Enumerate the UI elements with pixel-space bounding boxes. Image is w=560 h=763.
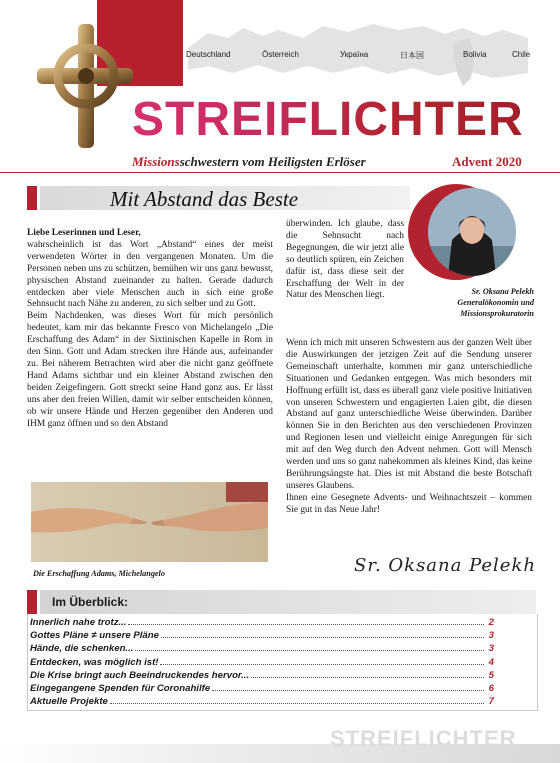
subtitle-bold: Missions — [132, 154, 180, 169]
paragraph-5: Ihnen eine Gesegnete Advents- und Weihnachtszeit – kommen Sie gut in das Neue Jahr! — [286, 492, 532, 515]
heading-red-marker — [27, 186, 37, 210]
fresco-caption: Die Erschaffung Adams, Michelangelo — [33, 569, 165, 578]
country-bo: Bolivia — [463, 50, 487, 59]
toc-leader — [212, 690, 484, 691]
fresco-image-icon — [31, 482, 268, 562]
country-at: Österreich — [262, 50, 299, 59]
country-ua: Україна — [340, 50, 369, 59]
portrait-photo — [428, 188, 516, 276]
toc-leader — [110, 703, 484, 704]
overview-red-marker — [27, 590, 37, 614]
toc-leader — [135, 650, 484, 651]
paragraph-2: Beim Nachdenken, was dieses Wort für mich persönlich bedeutet, kam mir das bekannte Fresco von Michelangelo „Die Erschaffung des Adam“ in der Sixtinischen Kapelle in Rom in den Sinn. Gott und Adam strecken ihre Hände aus, aufeinander zu. Bei näherem Betrachten wird aber die nicht ganz geöffnete Hand Adams sichtbar und ein kleiner Abstand zwischen den beiden Zeigefingern. Gott streckt seine Hand ganz aus. Er lässt uns aber den freien Willen, damit wir selber entscheiden können, ob wir unsere Hände und Herzen gegenüber den Anderen und IHM ganz öffnen und so den Abstand — [27, 311, 273, 429]
toc-item[interactable] — [30, 630, 494, 643]
article-column-2-top — [286, 219, 404, 302]
portrait-caption-line-3: Missionsprokuratorin — [460, 309, 534, 318]
toc-leader — [161, 637, 484, 638]
toc-item[interactable] — [30, 696, 494, 709]
toc-page: 2 — [488, 617, 494, 628]
country-de: Deutschland — [186, 50, 231, 59]
toc-page: 5 — [488, 669, 494, 681]
masthead-title: STREIFLICHTER — [132, 93, 524, 146]
table-of-contents — [30, 617, 494, 709]
toc-page: 3 — [488, 643, 494, 655]
subtitle-rest: schwestern vom Heiligsten Erlöser — [179, 154, 366, 169]
header-rule — [0, 172, 560, 173]
toc-item[interactable] — [30, 657, 494, 670]
paragraph-1: wahrscheinlich ist das Wort „Abstand“ eines der meist verwendeten Wörter in den vergangenen Monaten. Um die Personen neben uns zu schützen, bemühen wir uns ganz bewusst, physischen Abstand zueinander zu halten. Gerade dadurch entdecken aber viele Menschen auch in sich eine große Sehnsucht nach Nähe zu anderen, zu sich selber und zu Gott. — [27, 239, 273, 310]
paragraph-3: überwinden. Ich glaube, dass die Sehnsucht nach Begegnungen, die wir jetzt alle so deutlich spüren, ein Zeichen dafür ist, dass diese seit der Erschaffung der Welt in der Natur des Menschen liegt. — [286, 219, 404, 301]
country-jp: 日本国 — [400, 51, 424, 60]
toc-page: 6 — [488, 682, 494, 694]
country-list — [180, 50, 540, 64]
article-column-2 — [286, 338, 532, 517]
toc-page: 3 — [488, 630, 494, 642]
toc-label: Eingegangene Spenden für Coronahilfe — [30, 682, 211, 694]
toc-label: Entdecken, was möglich ist! — [30, 656, 159, 668]
overview-title: Im Überblick: — [52, 595, 129, 609]
portrait-caption-line-1: Sr. Oksana Pelekh — [471, 287, 534, 296]
bronze-cross-logo-icon — [35, 22, 135, 150]
toc-item[interactable] — [30, 670, 494, 683]
portrait-image-icon — [428, 188, 516, 276]
signature: Sr. Oksana Pelekh — [354, 555, 536, 576]
toc-label: Innerlich nahe trotz... — [30, 617, 127, 628]
toc-page: 4 — [488, 656, 494, 668]
article-column-1 — [27, 228, 273, 430]
toc-item[interactable] — [30, 683, 494, 696]
toc-page: 7 — [488, 696, 494, 708]
toc-leader — [160, 664, 484, 665]
toc-label: Die Krise bringt auch Beeindruckendes hervor... — [30, 669, 250, 681]
portrait-caption-line-2: Generalökonomin und — [457, 298, 534, 307]
portrait-caption — [416, 286, 534, 319]
toc-label: Gottes Pläne ≠ unsere Pläne — [30, 630, 159, 642]
footer-title: STREIFLICHTER — [330, 726, 517, 751]
toc-leader — [128, 624, 484, 625]
toc-leader — [251, 677, 484, 678]
paragraph-4: Wenn ich mich mit unseren Schwestern aus der ganzen Welt über die Auswirkungen der jetzigen Zeit auf die Sendung unserer Gemeinschaft unterhalte, kommen mir ganz unterschiedliche Situationen und Gedanken entgegen. Was mich besonders mit Hoffnung erfüllt ist, dass es überall ganz viele positive Initiativen von unseren Schwestern und engagierten Laien gibt, die diesen Abstand auf ganz unterschiedliche Weise überwinden. Darüber können Sie in den Berichten aus den verschiedenen Provinzen und Regionen lesen und vielleicht einige Anregungen für sich mit auf den Weg durch den Advent nehmen. Gott will Mensch werden und uns so ganz nahekommen als kleines Kind, das keine Berührungsängste hat. Dies ist mit Abstand die beste Botschaft unseres Glaubens. — [286, 338, 532, 491]
toc-label: Hände, die schenken... — [30, 643, 134, 655]
masthead-subtitle — [132, 154, 366, 170]
toc-item[interactable] — [30, 643, 494, 656]
toc-item[interactable] — [30, 617, 494, 630]
country-cl: Chile — [512, 50, 531, 59]
greeting: Liebe Leserinnen und Leser, — [27, 228, 141, 238]
edition-label: Advent 2020 — [452, 154, 522, 169]
toc-label: Aktuelle Projekte — [30, 696, 108, 708]
article-heading: Mit Abstand das Beste — [110, 187, 299, 211]
